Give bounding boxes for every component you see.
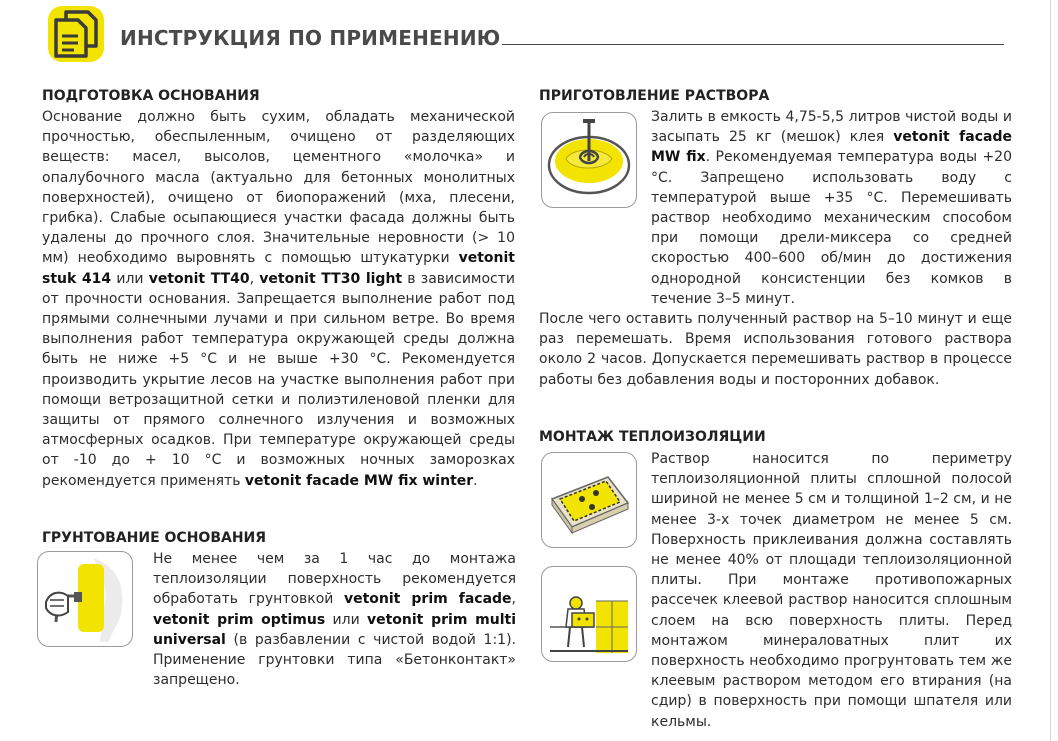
base-preparation-text-2: в зависимости от прочности основания. Запрещается выполнение работ под прямыми солнечными лучами и при сильном ветре. Во время выполнения работ температура окружающей среды должна быть не ниже +5 °С и не выше +30 °С. Рекомендуется производить укрытие лесов на участке выполнения работ при помощи ветрозащитной сетки и полиэтиленовой пленки для защиты от прямого солнечного излучения и возможных атмосферных осадков. При температуре окружающей среды от -10 до + 10 °С и возможных ночных заморозках рекомендуется применять bbox=[42, 270, 516, 489]
product-vetonit-prim-facade: vetonit prim facade bbox=[343, 591, 512, 608]
product-vetonit-facade-mw-fix: vetonit facade MW fix bbox=[651, 129, 1012, 166]
section-title-insulation: МОНТАЖ ТЕПЛОИЗОЛЯЦИИ bbox=[539, 429, 766, 445]
product-vetonit-tt40: vetonit TT40 bbox=[148, 270, 250, 287]
section-title-priming: ГРУНТОВАНИЕ ОСНОВАНИЯ bbox=[42, 530, 267, 546]
mortar-preparation-text-continued: После чего оставить полученный раствор на 5–10 минут и еще раз перемешать. Время использования готового раствора около 2 часов. Допускается перемешивать раствор в процессе работы без добавления воды и посторонних добавок. bbox=[539, 311, 1012, 388]
adhesive-on-board-icon bbox=[541, 452, 637, 548]
header-divider bbox=[502, 44, 1004, 45]
mixing-bucket-icon bbox=[541, 112, 637, 208]
mortar-text-1: Залить в емкость 4,75-5,5 литров чистой воды и засыпать 25 кг (мешок) клея bbox=[651, 109, 1012, 146]
product-vetonit-facade-mw-fix-winter: vetonit facade MW fix winter bbox=[244, 472, 474, 489]
header-icon bbox=[44, 2, 108, 66]
product-vetonit-stuk-414: vetonit stuk 414 bbox=[42, 250, 515, 287]
priming-text-2: (в разбавлении с чистой водой 1:1). Применение грунтовки типа «Бетонконтакт» запрещено. bbox=[153, 631, 516, 689]
text-comma: , bbox=[511, 591, 516, 608]
section-title-mortar-preparation: ПРИГОТОВЛЕНИЕ РАСТВОРА bbox=[539, 88, 770, 104]
primer-roller-icon bbox=[37, 551, 133, 647]
priming-text-1: Не менее чем за 1 час до монтажа теплоизоляции поверхность рекомендуется обработать грунтовкой bbox=[153, 551, 516, 608]
insulation-text: Раствор наносится по периметру теплоизоляционной плиты сплошной полосой шириной не менее 5 см и толщиной 1–2 см, и не менее 3-х точек диаметром не менее 5 см. Поверхность приклеивания должна составлять не менее 40% от площади теплоизоляционной плиты. При монтаже противопожарных рассечек клеевой раствор наносится сплошным слоем на всю поверхность плиты. Перед монтажом минераловатных плит их поверхность необходимо прогрунтовать тем же клеевым раствором методом его втирания (на сдир) в поверхность при помощи шпателя или кельмы. bbox=[651, 451, 1012, 730]
section-title-base-preparation: ПОДГОТОВКА ОСНОВАНИЯ bbox=[42, 88, 260, 104]
product-vetonit-tt30-light: vetonit TT30 light bbox=[259, 270, 403, 287]
text-or: или bbox=[111, 270, 149, 287]
product-vetonit-prim-optimus: vetonit prim optimus bbox=[153, 611, 326, 628]
product-vetonit-prim-multi-universal: vetonit prim multi universal bbox=[153, 611, 517, 648]
base-preparation-text bbox=[42, 107, 515, 491]
worker-installing-board-icon bbox=[541, 566, 637, 662]
documents-icon bbox=[44, 2, 108, 66]
priming-text bbox=[153, 549, 516, 690]
text-or: или bbox=[325, 611, 367, 628]
text-comma: , bbox=[249, 270, 260, 287]
text-period: . bbox=[473, 472, 478, 489]
mortar-text-2: . Рекомендуемая температура воды +20 °С. Запрещено использовать воду с температурой выше +35 °С. Перемешивать раствор необходимо механическим способом при помощи дрели-миксера со средней скоростью 400–600 об/мин до достижения однородной консистенции без комков в течение 3–5 минут. bbox=[651, 149, 1012, 307]
page-title: ИНСТРУКЦИЯ ПО ПРИМЕНЕНИЮ bbox=[120, 26, 501, 50]
mortar-preparation-text bbox=[651, 107, 1012, 309]
page-edge bbox=[1050, 0, 1051, 741]
base-preparation-text-1: Основание должно быть сухим, обладать механической прочностью, обеспыленным, очищено от разделяющих веществ: масел, высолов, цементного «молочка» и опалубочного масла (актуально для бетонных монолитных поверхностей), очищено от биопоражений (мха, плесени, грибка). Слабые осыпающиеся участки фасада должны быть удалены до прочного слоя. Значительные неровности (> 10 мм) необходимо выровнять с помощью штукатурки bbox=[42, 109, 515, 267]
